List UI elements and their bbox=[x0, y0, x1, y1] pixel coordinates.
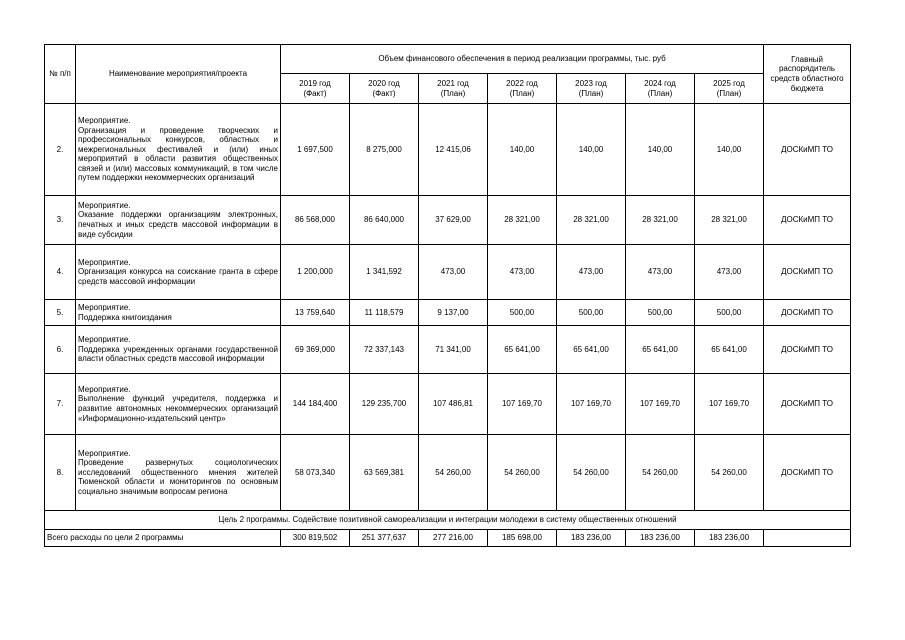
value-cell: 140,00 bbox=[695, 104, 764, 196]
value-cell: 69 369,000 bbox=[281, 326, 350, 374]
table-row bbox=[45, 435, 851, 511]
row-num: 2. bbox=[45, 104, 76, 196]
row-name: Мероприятие. Проведение развернутых социологических исследований общественного мнения жителей Тюменской области и мониторингов по основным социально значимым вопросам региона bbox=[76, 435, 281, 511]
row-num: 6. bbox=[45, 326, 76, 374]
row-name: Мероприятие. Организация и проведение творческих и профессиональных конкурсов, областных и межрегиональных фестивалей и (или) иных мероприятий в области развития общественных связей и (или) массовых коммуникаций, в том числе путем поддержки некоммерческих организаций bbox=[76, 104, 281, 196]
value-cell: 65 641,00 bbox=[488, 326, 557, 374]
goal-text: Цель 2 программы. Содействие позитивной самореализации и интеграции молодежи в систему общественных отношений bbox=[45, 511, 851, 530]
value-cell: 11 118,579 bbox=[350, 300, 419, 326]
manager-cell: ДОСКиМП ТО bbox=[764, 435, 851, 511]
header-year-2023: 2023 год (План) bbox=[557, 74, 626, 104]
manager-cell: ДОСКиМП ТО bbox=[764, 374, 851, 435]
header-year-2025: 2025 год (План) bbox=[695, 74, 764, 104]
manager-cell: ДОСКиМП ТО bbox=[764, 326, 851, 374]
total-value: 185 698,00 bbox=[488, 530, 557, 547]
table-row bbox=[45, 104, 851, 196]
value-cell: 473,00 bbox=[419, 245, 488, 300]
value-cell: 86 568,000 bbox=[281, 196, 350, 245]
value-cell: 72 337,143 bbox=[350, 326, 419, 374]
header-name: Наименование мероприятия/проекта bbox=[76, 45, 281, 104]
value-cell: 86 640,000 bbox=[350, 196, 419, 245]
value-cell: 58 073,340 bbox=[281, 435, 350, 511]
value-cell: 65 641,00 bbox=[557, 326, 626, 374]
value-cell: 28 321,00 bbox=[626, 196, 695, 245]
value-cell: 144 184,400 bbox=[281, 374, 350, 435]
goal-row bbox=[45, 511, 851, 530]
row-name: Мероприятие. Поддержка учрежденных органами государственной власти областных средств массовой информации bbox=[76, 326, 281, 374]
value-cell: 54 260,00 bbox=[419, 435, 488, 511]
value-cell: 140,00 bbox=[557, 104, 626, 196]
table-row bbox=[45, 326, 851, 374]
table-row bbox=[45, 245, 851, 300]
manager-cell: ДОСКиМП ТО bbox=[764, 300, 851, 326]
value-cell: 71 341,00 bbox=[419, 326, 488, 374]
row-num: 3. bbox=[45, 196, 76, 245]
value-cell: 500,00 bbox=[695, 300, 764, 326]
value-cell: 500,00 bbox=[488, 300, 557, 326]
total-value: 277 216,00 bbox=[419, 530, 488, 547]
total-value: 183 236,00 bbox=[626, 530, 695, 547]
value-cell: 37 629,00 bbox=[419, 196, 488, 245]
header-manager: Главный распорядитель средств областного бюджета bbox=[764, 45, 851, 104]
row-name: Мероприятие. Выполнение функций учредителя, поддержка и развитие автономных некоммерческих организаций «Информационно-издательский центр» bbox=[76, 374, 281, 435]
total-value: 183 236,00 bbox=[695, 530, 764, 547]
value-cell: 65 641,00 bbox=[626, 326, 695, 374]
value-cell: 107 169,70 bbox=[557, 374, 626, 435]
value-cell: 473,00 bbox=[626, 245, 695, 300]
table-row bbox=[45, 300, 851, 326]
value-cell: 500,00 bbox=[626, 300, 695, 326]
value-cell: 500,00 bbox=[557, 300, 626, 326]
value-cell: 65 641,00 bbox=[695, 326, 764, 374]
value-cell: 63 569,381 bbox=[350, 435, 419, 511]
value-cell: 140,00 bbox=[488, 104, 557, 196]
table-row bbox=[45, 196, 851, 245]
value-cell: 28 321,00 bbox=[488, 196, 557, 245]
total-manager-empty bbox=[764, 530, 851, 547]
row-num: 8. bbox=[45, 435, 76, 511]
value-cell: 107 169,70 bbox=[626, 374, 695, 435]
value-cell: 54 260,00 bbox=[695, 435, 764, 511]
value-cell: 1 200,000 bbox=[281, 245, 350, 300]
row-num: 4. bbox=[45, 245, 76, 300]
value-cell: 1 697,500 bbox=[281, 104, 350, 196]
value-cell: 129 235,700 bbox=[350, 374, 419, 435]
header-year-2019: 2019 год (Факт) bbox=[281, 74, 350, 104]
manager-cell: ДОСКиМП ТО bbox=[764, 104, 851, 196]
row-name: Мероприятие. Оказание поддержки организациям электронных, печатных и иных средств массовой информации в виде субсидии bbox=[76, 196, 281, 245]
value-cell: 9 137,00 bbox=[419, 300, 488, 326]
value-cell: 473,00 bbox=[488, 245, 557, 300]
value-cell: 13 759,640 bbox=[281, 300, 350, 326]
value-cell: 473,00 bbox=[557, 245, 626, 300]
value-cell: 140,00 bbox=[626, 104, 695, 196]
financing-table bbox=[44, 44, 851, 547]
header-num: № п/п bbox=[45, 45, 76, 104]
header-year-2020: 2020 год (Факт) bbox=[350, 74, 419, 104]
value-cell: 12 415,06 bbox=[419, 104, 488, 196]
row-num: 7. bbox=[45, 374, 76, 435]
value-cell: 107 486,81 bbox=[419, 374, 488, 435]
manager-cell: ДОСКиМП ТО bbox=[764, 196, 851, 245]
value-cell: 1 341,592 bbox=[350, 245, 419, 300]
value-cell: 107 169,70 bbox=[695, 374, 764, 435]
value-cell: 28 321,00 bbox=[695, 196, 764, 245]
manager-cell: ДОСКиМП ТО bbox=[764, 245, 851, 300]
value-cell: 28 321,00 bbox=[557, 196, 626, 245]
value-cell: 54 260,00 bbox=[488, 435, 557, 511]
value-cell: 54 260,00 bbox=[626, 435, 695, 511]
table-row bbox=[45, 374, 851, 435]
row-name: Мероприятие. Организация конкурса на соискание гранта в сфере средств массовой информации bbox=[76, 245, 281, 300]
value-cell: 54 260,00 bbox=[557, 435, 626, 511]
header-year-2022: 2022 год (План) bbox=[488, 74, 557, 104]
row-name: Мероприятие. Поддержка книгоиздания bbox=[76, 300, 281, 326]
header-year-2021: 2021 год (План) bbox=[419, 74, 488, 104]
total-value: 300 819,502 bbox=[281, 530, 350, 547]
total-label: Всего расходы по цели 2 программы bbox=[45, 530, 281, 547]
total-row bbox=[45, 530, 851, 547]
header-year-2024: 2024 год (План) bbox=[626, 74, 695, 104]
total-value: 251 377,637 bbox=[350, 530, 419, 547]
value-cell: 8 275,000 bbox=[350, 104, 419, 196]
total-value: 183 236,00 bbox=[557, 530, 626, 547]
value-cell: 473,00 bbox=[695, 245, 764, 300]
value-cell: 107 169,70 bbox=[488, 374, 557, 435]
header-funding: Объем финансового обеспечения в период реализации программы, тыс. руб bbox=[281, 45, 764, 74]
row-num: 5. bbox=[45, 300, 76, 326]
